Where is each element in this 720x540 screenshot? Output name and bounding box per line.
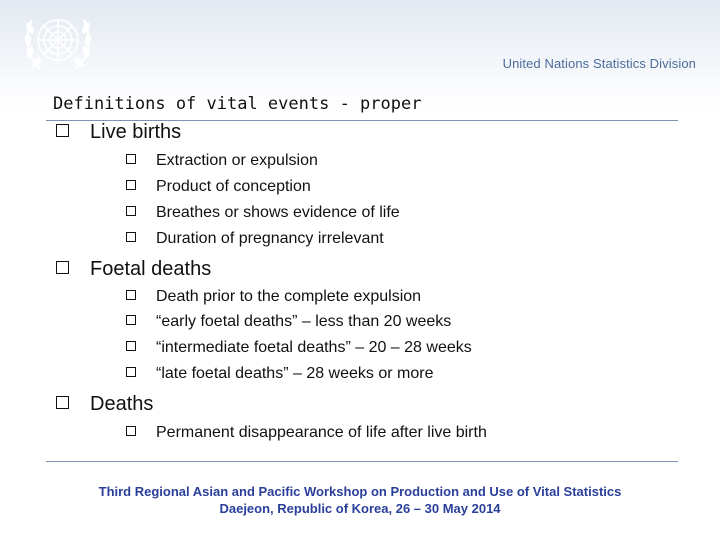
checkbox-bullet-icon	[56, 124, 69, 137]
checkbox-bullet-icon	[126, 426, 136, 436]
section-deaths	[56, 393, 153, 416]
footer-line-2: Daejeon, Republic of Korea, 26 – 30 May 2014	[219, 501, 501, 516]
list-item: Breathes or shows evidence of life	[126, 204, 400, 222]
section-label: Live births	[90, 121, 182, 143]
list-item: Duration of pregnancy irrelevant	[126, 230, 384, 248]
checkbox-bullet-icon	[126, 315, 136, 325]
list-item: Permanent disappearance of life after live birth	[126, 424, 487, 442]
section-label: Foetal deaths	[90, 258, 212, 280]
checkbox-bullet-icon	[126, 232, 136, 242]
section-label: Deaths	[90, 393, 154, 415]
org-name: United Nations Statistics Division	[502, 56, 696, 71]
checkbox-bullet-icon	[126, 206, 136, 216]
checkbox-bullet-icon	[56, 261, 69, 274]
slide-title: Definitions of vital events - proper	[53, 94, 422, 114]
list-item: “intermediate foetal deaths” – 20 – 28 weeks	[126, 339, 472, 357]
section-foetal-deaths	[56, 258, 211, 281]
checkbox-bullet-icon	[56, 396, 69, 409]
footer-line-1: Third Regional Asian and Pacific Workshop on Production and Use of Vital Statistics	[98, 484, 622, 499]
checkbox-bullet-icon	[126, 154, 136, 164]
list-item: Death prior to the complete expulsion	[126, 288, 421, 306]
checkbox-bullet-icon	[126, 341, 136, 351]
list-item: “late foetal deaths” – 28 weeks or more	[126, 365, 433, 383]
list-item: “early foetal deaths” – less than 20 weeks	[126, 313, 451, 331]
divider-bottom	[46, 461, 678, 462]
checkbox-bullet-icon	[126, 367, 136, 377]
list-item: Extraction or expulsion	[126, 152, 318, 170]
checkbox-bullet-icon	[126, 290, 136, 300]
section-live-births	[56, 121, 181, 144]
checkbox-bullet-icon	[126, 180, 136, 190]
un-emblem-icon	[18, 8, 98, 74]
list-item: Product of conception	[126, 178, 311, 196]
